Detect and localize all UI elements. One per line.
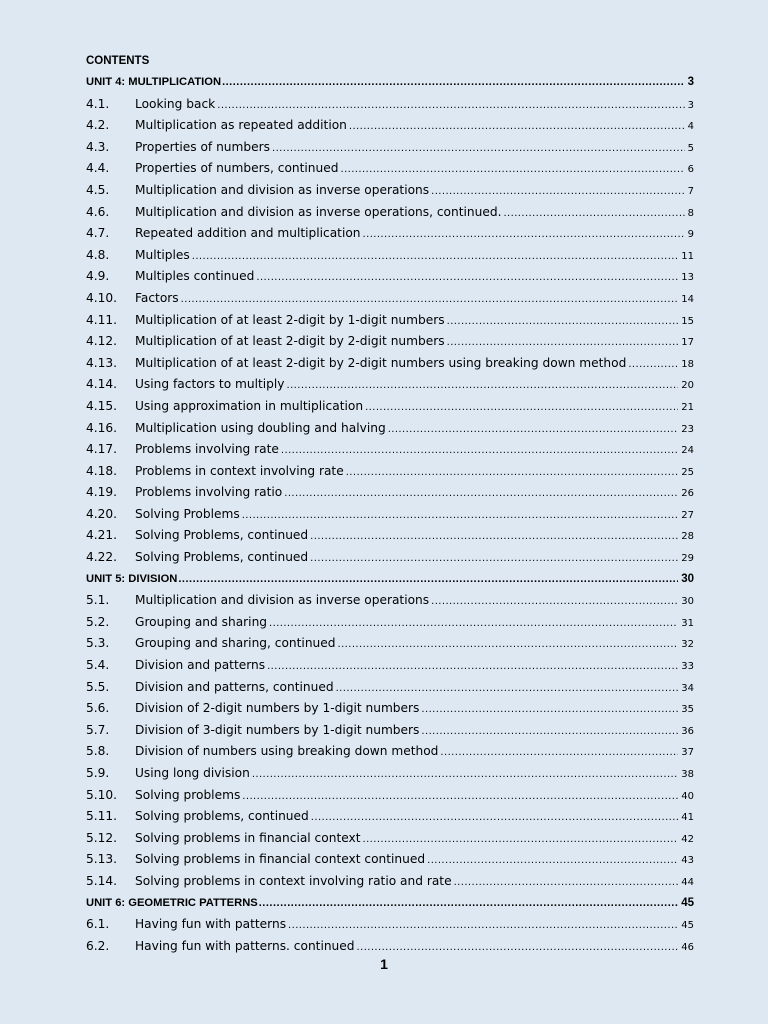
section-number: 4.18. — [86, 463, 118, 478]
dot-leader — [363, 829, 679, 850]
toc-entry-row[interactable] — [86, 353, 694, 375]
dot-leader — [217, 95, 684, 116]
section-title: Using factors to multiply — [135, 377, 285, 392]
section-number: 5.9. — [86, 766, 110, 780]
dot-leader — [447, 332, 679, 353]
dot-leader — [252, 764, 678, 785]
section-number: 4.10. — [86, 290, 118, 305]
dot-leader — [288, 915, 678, 936]
section-page-number: 41 — [681, 812, 694, 824]
dot-leader — [349, 116, 685, 137]
toc-unit-row[interactable] — [86, 893, 694, 915]
toc-entry-row[interactable] — [86, 266, 694, 288]
dot-leader — [242, 505, 679, 526]
section-page-number: 7 — [687, 185, 694, 197]
dot-leader — [431, 591, 678, 612]
toc-entry-row[interactable] — [86, 180, 694, 202]
section-page-number: 43 — [681, 855, 694, 867]
dot-leader — [181, 289, 679, 310]
dot-leader — [346, 462, 679, 483]
section-number: 4.22. — [86, 550, 118, 565]
section-page-number: 8 — [687, 207, 694, 219]
section-number: 4.7. — [86, 226, 110, 241]
section-page-number: 23 — [681, 423, 694, 435]
section-number: 4.11. — [86, 312, 118, 327]
section-title: Using approximation in multiplication — [135, 398, 364, 413]
section-page-number: 9 — [687, 229, 694, 241]
section-number: 4.2. — [86, 118, 110, 133]
dot-leader — [357, 937, 679, 958]
section-page-number: 30 — [681, 596, 694, 608]
section-number: 5.6. — [86, 701, 110, 716]
section-page-number: 18 — [681, 358, 694, 370]
section-title: Problems involving ratio — [135, 485, 283, 500]
section-page-number: 35 — [681, 704, 694, 716]
dot-leader — [447, 311, 679, 332]
toc-entry-row[interactable] — [86, 612, 694, 634]
toc-unit-row[interactable] — [86, 569, 694, 591]
section-number: 5.11. — [86, 809, 118, 824]
section-number: 4.21. — [86, 528, 118, 543]
section-page-number: 44 — [681, 876, 694, 888]
section-page-number: 14 — [681, 293, 694, 305]
section-page-number: 45 — [681, 920, 694, 932]
section-page-number: 24 — [681, 445, 694, 457]
toc-entry-row[interactable] — [86, 482, 694, 504]
toc-entry-row[interactable] — [86, 806, 694, 828]
unit-title: UNIT 4: MULTIPLICATION — [86, 76, 222, 88]
unit-page-number: 3 — [687, 76, 694, 88]
section-page-number: 4 — [687, 121, 694, 133]
section-title: Solving problems — [135, 787, 241, 802]
toc-entry-row[interactable] — [86, 914, 694, 936]
section-page-number: 13 — [681, 272, 694, 284]
section-number: 6.2. — [86, 938, 110, 953]
section-page-number: 36 — [681, 725, 694, 737]
section-number: 5.12. — [86, 830, 118, 845]
dot-leader — [267, 656, 678, 677]
section-number: 4.1. — [86, 96, 110, 111]
section-title: Division of 3-digit numbers by 1-digit numbers — [135, 722, 420, 737]
dot-leader — [421, 721, 678, 742]
section-number: 5.10. — [86, 787, 118, 802]
unit-page-number: 45 — [681, 896, 694, 909]
toc-entry-row[interactable] — [86, 677, 694, 699]
dot-leader — [272, 138, 685, 159]
section-page-number: 38 — [681, 769, 694, 780]
section-title: Multiplication and division as inverse operations — [135, 593, 430, 608]
section-title: Grouping and sharing, continued — [135, 636, 336, 651]
section-title: Solving problems in financial context continued — [135, 852, 426, 867]
section-title: Multiples — [135, 247, 190, 262]
section-page-number: 40 — [681, 790, 694, 802]
section-number: 5.14. — [86, 873, 118, 888]
section-number: 5.8. — [86, 744, 110, 759]
section-page-number: 5 — [687, 142, 694, 154]
section-number: 4.3. — [86, 139, 110, 154]
toc-entry-row[interactable] — [86, 763, 694, 785]
section-page-number: 26 — [681, 488, 694, 500]
dot-leader — [284, 483, 678, 504]
section-number: 4.20. — [86, 506, 118, 521]
toc-entry-row[interactable] — [86, 288, 694, 310]
dot-leader — [454, 872, 679, 893]
toc-entry-row[interactable] — [86, 223, 694, 245]
section-page-number: 17 — [681, 337, 694, 349]
section-number: 4.13. — [86, 355, 118, 370]
section-title: Multiplication of at least 2-digit by 1-digit numbers — [135, 312, 445, 327]
section-page-number: 37 — [681, 747, 694, 759]
toc-entry-row[interactable] — [86, 374, 694, 396]
dot-leader — [363, 224, 685, 245]
section-title: Factors — [135, 290, 179, 305]
section-title: Division of 2-digit numbers by 1-digit numbers — [135, 701, 420, 716]
dot-leader — [388, 419, 679, 440]
toc-unit-row[interactable] — [86, 72, 694, 94]
toc-entry-row[interactable] — [86, 741, 694, 763]
section-page-number: 27 — [681, 509, 694, 521]
dot-leader — [365, 397, 678, 418]
page-number: 1 — [380, 956, 388, 972]
toc-entry-row[interactable] — [86, 698, 694, 720]
dot-leader — [281, 440, 678, 461]
section-title: Problems involving rate — [135, 442, 279, 457]
section-page-number: 11 — [681, 250, 694, 262]
toc-entry-row[interactable] — [86, 396, 694, 418]
section-title: Solving problems in financial context — [135, 830, 361, 845]
contents-heading: CONTENTS — [86, 55, 150, 67]
toc-entry-row[interactable] — [86, 310, 694, 332]
toc-entry-row[interactable] — [86, 785, 694, 807]
section-number: 5.4. — [86, 658, 110, 673]
toc-body — [86, 72, 694, 957]
section-page-number: 21 — [681, 401, 694, 413]
section-title: Solving Problems, continued — [135, 550, 309, 565]
section-title: Grouping and sharing — [135, 614, 268, 629]
dot-leader — [269, 613, 678, 634]
dot-leader — [440, 742, 678, 763]
section-title: Using long division — [135, 766, 250, 780]
dot-leader — [178, 569, 678, 591]
toc-entry-row[interactable] — [86, 504, 694, 526]
toc-entry-row[interactable] — [86, 828, 694, 850]
toc-entry-row[interactable] — [86, 245, 694, 267]
dot-leader — [310, 526, 678, 547]
dot-leader — [256, 267, 678, 288]
section-title: Solving Problems — [135, 506, 240, 521]
section-number: 5.5. — [86, 679, 110, 694]
section-page-number: 15 — [681, 315, 694, 327]
section-number: 4.9. — [86, 269, 110, 284]
section-page-number: 3 — [687, 99, 694, 111]
section-page-number: 46 — [681, 941, 694, 953]
dot-leader — [311, 807, 678, 828]
section-number: 4.19. — [86, 485, 118, 500]
section-title: Having fun with patterns. continued — [135, 938, 355, 953]
section-number: 4.8. — [86, 247, 110, 262]
section-page-number: 31 — [681, 617, 694, 629]
section-page-number: 32 — [681, 639, 694, 651]
dot-leader — [338, 634, 679, 655]
section-page-number: 25 — [681, 466, 694, 478]
toc-entry-row[interactable] — [86, 439, 694, 461]
toc-entry-row[interactable] — [86, 849, 694, 871]
section-title: Division and patterns, continued — [135, 679, 334, 694]
toc-entry-row[interactable] — [86, 461, 694, 483]
section-number: 6.1. — [86, 917, 110, 932]
section-title: Repeated addition and multiplication — [135, 226, 361, 241]
section-title: Multiplication as repeated addition — [135, 118, 347, 133]
section-title: Multiplication and division as inverse operations — [135, 182, 430, 197]
toc-entry-row[interactable] — [86, 633, 694, 655]
toc-entry-row[interactable] — [86, 158, 694, 180]
toc-entry-row[interactable] — [86, 871, 694, 893]
section-page-number: 28 — [681, 531, 694, 543]
section-number: 4.16. — [86, 420, 118, 435]
section-page-number: 33 — [681, 661, 694, 673]
section-title: Properties of numbers — [135, 139, 271, 154]
toc-entry-row[interactable] — [86, 331, 694, 353]
unit-page-number: 30 — [681, 572, 694, 585]
toc-entry-row[interactable] — [86, 94, 694, 116]
dot-leader — [310, 548, 678, 569]
section-title: Division of numbers using breaking down method — [135, 744, 439, 759]
toc-entry-row[interactable] — [86, 720, 694, 742]
section-title: Solving problems, continued — [135, 809, 309, 824]
section-title: Problems in context involving rate — [135, 463, 344, 478]
toc-entry-row[interactable] — [86, 137, 694, 159]
section-number: 5.13. — [86, 852, 118, 867]
section-title: Solving Problems, continued — [135, 528, 309, 543]
section-title: Having fun with patterns — [135, 917, 287, 932]
toc-entry-row[interactable] — [86, 115, 694, 137]
section-number: 4.5. — [86, 182, 110, 197]
dot-leader — [287, 375, 679, 396]
section-title: Solving problems in context involving ratio and rate — [135, 873, 452, 888]
section-number: 4.17. — [86, 442, 118, 457]
section-page-number: 20 — [681, 380, 694, 392]
section-number: 4.6. — [86, 204, 110, 219]
section-title: Multiplication using doubling and halving — [135, 420, 386, 435]
section-title: Division and patterns — [135, 658, 266, 673]
section-number: 5.1. — [86, 593, 110, 608]
toc-entry-row[interactable] — [86, 418, 694, 440]
section-number: 4.4. — [86, 161, 110, 176]
unit-title: UNIT 6: GEOMETRIC PATTERNS — [86, 896, 258, 909]
dot-leader — [427, 850, 678, 871]
section-number: 4.12. — [86, 334, 118, 349]
section-number: 5.2. — [86, 614, 110, 629]
dot-leader — [242, 786, 678, 807]
section-title: Looking back — [135, 96, 216, 111]
section-title: Multiplication of at least 2-digit by 2-digit numbers — [135, 334, 445, 349]
unit-title: UNIT 5: DIVISION — [86, 572, 178, 585]
section-title: Multiples continued — [135, 269, 255, 284]
dot-leader — [259, 893, 678, 915]
toc-entry-row[interactable] — [86, 202, 694, 224]
dot-leader — [340, 159, 684, 180]
section-number: 4.15. — [86, 398, 118, 413]
section-page-number: 42 — [681, 833, 694, 845]
section-page-number: 29 — [681, 553, 694, 565]
dot-leader — [628, 354, 678, 375]
section-number: 5.7. — [86, 722, 110, 737]
toc-entry-row[interactable] — [86, 547, 694, 569]
section-number: 5.3. — [86, 636, 110, 651]
section-page-number: 6 — [687, 164, 694, 176]
section-title: Multiplication of at least 2-digit by 2-digit numbers using breaking down method — [135, 355, 627, 370]
table-of-contents — [86, 52, 694, 957]
dot-leader — [421, 699, 678, 720]
section-title: Properties of numbers, continued — [135, 161, 339, 176]
toc-entry-row[interactable] — [86, 936, 694, 958]
dot-leader — [503, 203, 684, 224]
dot-leader — [336, 678, 679, 699]
dot-leader — [192, 246, 679, 267]
toc-entry-row[interactable] — [86, 525, 694, 547]
section-number: 4.14. — [86, 377, 118, 392]
section-title: Multiplication and division as inverse operations, continued. — [135, 204, 502, 219]
toc-entry-row[interactable] — [86, 655, 694, 677]
toc-entry-row[interactable] — [86, 590, 694, 612]
dot-leader — [431, 181, 685, 202]
section-page-number: 34 — [681, 682, 694, 694]
dot-leader — [222, 72, 685, 94]
